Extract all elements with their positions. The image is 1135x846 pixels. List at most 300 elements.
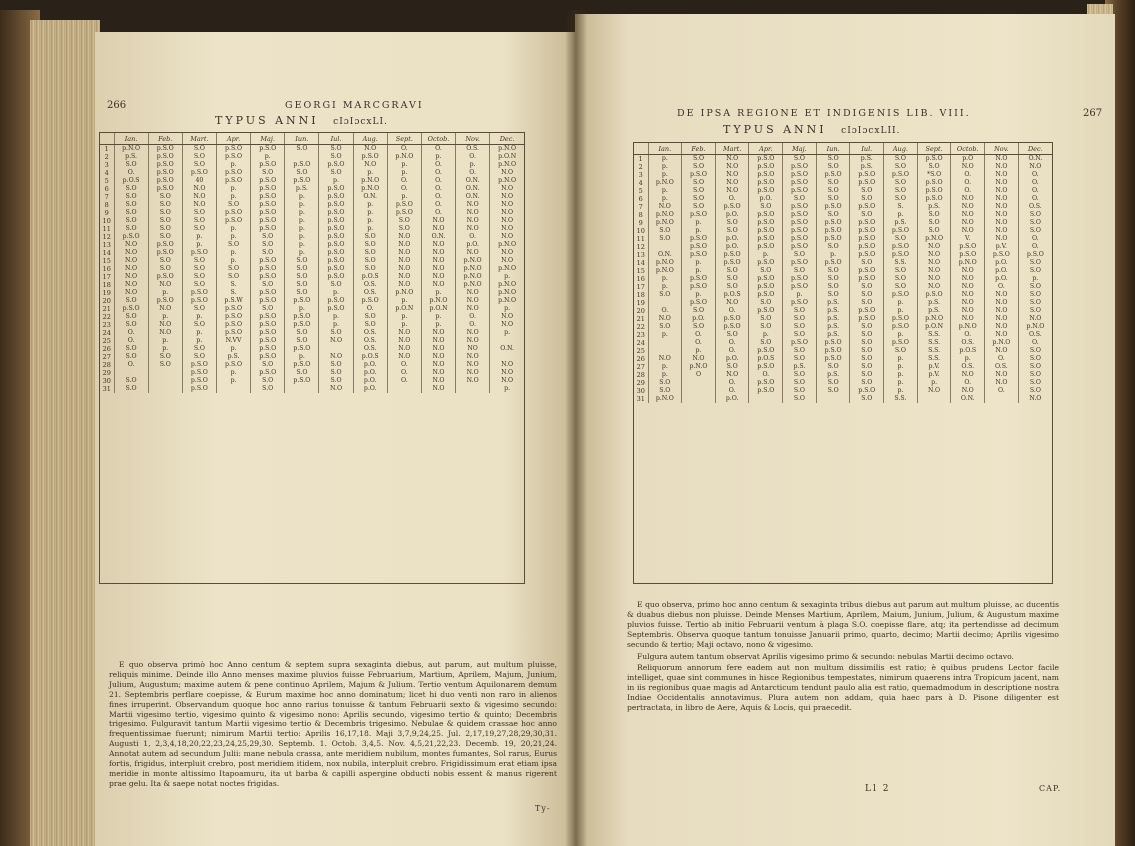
left-wind-cell: N.O xyxy=(353,161,387,169)
left-wind-cell: S.O xyxy=(148,201,182,209)
right-day-number: 8 xyxy=(638,211,643,219)
left-wind-cell: p.S.O xyxy=(285,161,319,169)
right-day-number: 19 xyxy=(636,299,645,307)
right-catchword: CAP. xyxy=(1039,784,1062,793)
right-wind-cell: S.O xyxy=(816,179,850,187)
right-wind-cell: S.O xyxy=(850,347,884,355)
left-wind-cell: S.O xyxy=(285,145,319,154)
right-wind-cell: p.S.O xyxy=(884,227,918,235)
left-wind-cell: N.O xyxy=(387,345,421,353)
right-wind-cell: O. xyxy=(715,195,749,203)
left-wind-cell: p. xyxy=(387,193,421,201)
left-wind-cell: p.S.O xyxy=(216,209,250,217)
left-day-row xyxy=(100,329,524,337)
right-wind-cell: p.S.O xyxy=(816,171,850,179)
left-wind-cell: S.O xyxy=(387,217,421,225)
right-wind-cell: S.O xyxy=(917,219,951,227)
right-day-number: 1 xyxy=(638,155,643,163)
right-wind-cell: S.O xyxy=(1018,259,1052,267)
right-wind-cell: S.O xyxy=(715,275,749,283)
left-wind-cell: N.O xyxy=(148,281,182,289)
left-wind-cell: p.S.O xyxy=(216,153,250,161)
left-wind-cell: S.O xyxy=(182,209,216,217)
right-wind-cell: p.N.O xyxy=(682,363,716,371)
right-wind-cell: S.O xyxy=(682,307,716,315)
right-wind-cell: S.O xyxy=(1018,267,1052,275)
left-wind-cell: p. xyxy=(353,217,387,225)
right-wind-cell: p.N.O xyxy=(648,219,682,227)
right-day-row xyxy=(634,355,1052,363)
right-day-number: 6 xyxy=(638,195,643,203)
left-wind-cell: p.S. xyxy=(285,185,319,193)
right-wind-cell: p. xyxy=(884,355,918,363)
right-wind-cell: N.O xyxy=(985,291,1019,299)
right-wind-cell: S.O xyxy=(850,283,884,291)
left-wind-cell: O. xyxy=(387,369,421,377)
left-day-number: 28 xyxy=(102,361,111,369)
left-wind-cell: p.O.N xyxy=(421,305,455,313)
left-wind-cell: N.O xyxy=(182,185,216,193)
left-wind-cell: p.S.O xyxy=(182,249,216,257)
right-wind-cell: N.O xyxy=(951,315,985,323)
left-wind-cell: O.S. xyxy=(353,345,387,353)
left-wind-cell: p.S.O xyxy=(148,169,182,177)
left-wind-cell: N.O xyxy=(182,201,216,209)
right-wind-cell: N.O xyxy=(985,315,1019,323)
left-wind-cell: S.O xyxy=(148,233,182,241)
right-wind-cell: N.O xyxy=(1018,315,1052,323)
right-month-header xyxy=(634,143,1052,155)
left-wind-cell: S.O xyxy=(114,353,148,361)
left-day-number: 12 xyxy=(102,233,111,241)
left-wind-cell: S.O xyxy=(353,249,387,257)
right-wind-cell: p.S.O xyxy=(985,251,1019,259)
left-wind-cell: p.S.O xyxy=(319,185,353,193)
left-month-header-cell: Mart. xyxy=(182,133,216,145)
left-wind-cell: S.O xyxy=(114,313,148,321)
left-day-row xyxy=(100,145,524,154)
right-wind-cell: N.O xyxy=(985,379,1019,387)
right-wind-cell: p.S.O xyxy=(749,227,783,235)
right-wind-cell: S.O xyxy=(783,195,817,203)
right-wind-cell: N.O xyxy=(951,283,985,291)
left-day-row xyxy=(100,153,524,161)
left-day-row xyxy=(100,257,524,265)
left-wind-cell: N.O xyxy=(456,249,490,257)
left-wind-cell: N.O xyxy=(456,361,490,369)
left-wind-cell: N.O xyxy=(490,193,524,201)
left-wind-cell xyxy=(148,369,182,377)
right-wind-cell: p.S.O xyxy=(850,251,884,259)
right-wind-cell: N.O xyxy=(917,259,951,267)
left-wind-cell: O. xyxy=(353,305,387,313)
right-wind-cell: p.S.O xyxy=(682,275,716,283)
right-wind-cell: p.S.O xyxy=(715,251,749,259)
left-wind-cell: N.O xyxy=(490,369,524,377)
left-day-number: 7 xyxy=(104,193,109,201)
right-wind-cell: S.O xyxy=(850,259,884,267)
right-wind-cell: N.O xyxy=(985,299,1019,307)
right-wind-cell: p.O.N xyxy=(917,323,951,331)
right-month-header-cell: Octob. xyxy=(951,143,985,155)
left-wind-cell: N.O xyxy=(421,377,455,385)
right-wind-cell: S.O xyxy=(1018,219,1052,227)
left-wind-cell: p.S.O xyxy=(251,289,285,297)
left-wind-cell: p.S.O xyxy=(251,185,285,193)
right-day-row xyxy=(634,155,1052,164)
right-wind-cell: p.S.O xyxy=(850,315,884,323)
right-wind-cell: S.O xyxy=(850,363,884,371)
right-wind-cell: p.N.O xyxy=(648,211,682,219)
right-wind-cell: S.O xyxy=(682,163,716,171)
left-wind-cell: N.O xyxy=(490,217,524,225)
left-wind-cell: S.O xyxy=(353,257,387,265)
left-wind-cell: p.S.O xyxy=(148,185,182,193)
right-wind-cell: O. xyxy=(682,339,716,347)
left-day-row xyxy=(100,217,524,225)
left-day-number: 17 xyxy=(102,273,111,281)
right-wind-cell: p.S.O xyxy=(850,243,884,251)
left-wind-cell: p.S.O xyxy=(182,361,216,369)
left-wind-cell: p.S.O xyxy=(216,177,250,185)
right-wind-cell: p. xyxy=(648,371,682,379)
right-wind-cell: S.O xyxy=(783,395,817,403)
right-day-row xyxy=(634,267,1052,275)
left-wind-cell: p.S.O xyxy=(319,225,353,233)
right-wind-cell: p.S.O xyxy=(749,291,783,299)
left-wind-cell: p.O. xyxy=(353,361,387,369)
left-wind-cell: N.O xyxy=(148,305,182,313)
left-wind-cell: S.O xyxy=(114,385,148,393)
right-wind-cell: p.S.O xyxy=(715,315,749,323)
left-wind-cell: p. xyxy=(319,289,353,297)
left-wind-cell: S.O xyxy=(251,281,285,289)
right-wind-cell: N.O xyxy=(715,371,749,379)
right-wind-cell: S.O xyxy=(715,283,749,291)
left-wind-cell: p.S.O xyxy=(285,297,319,305)
left-wind-cell: N.O xyxy=(387,273,421,281)
right-day-number: 17 xyxy=(636,283,645,291)
right-wind-cell: S.O xyxy=(783,387,817,395)
right-month-header-cell: Ian. xyxy=(648,143,682,155)
right-wind-cell: O. xyxy=(749,371,783,379)
left-day-number: 1 xyxy=(104,145,109,153)
left-wind-cell: O. xyxy=(456,233,490,241)
right-wind-cell: S.O xyxy=(783,355,817,363)
right-wind-cell: N.O xyxy=(917,243,951,251)
right-day-number: 13 xyxy=(636,251,645,259)
right-wind-cell: p.S. xyxy=(917,299,951,307)
left-day-number: 11 xyxy=(102,225,111,233)
right-wind-cell: p.S.O xyxy=(749,347,783,355)
right-wind-cell: S.O xyxy=(884,235,918,243)
left-wind-cell: p.S.O xyxy=(251,369,285,377)
right-wind-cell: O.S. xyxy=(1018,203,1052,211)
right-wind-cell: p.S.O xyxy=(951,243,985,251)
right-wind-cell: N.O xyxy=(715,179,749,187)
left-wind-cell: S.O xyxy=(285,337,319,345)
left-wind-cell: p. xyxy=(319,313,353,321)
left-wind-cell: N.O xyxy=(456,369,490,377)
left-wind-cell: S.O xyxy=(148,217,182,225)
left-wind-cell: S.O xyxy=(182,225,216,233)
left-wind-cell: S.O xyxy=(285,369,319,377)
right-paragraph-3: Reliquorum annorum fere eadem aut non multum dissimilis est ratio; è quibus prudens Lector facile intelliget, quae sint communes in hisce Regionibus tempestates, nimirum quaerens intra Tropicum jacent, nam in iis regionibus quae magis ad Antarcticum tendunt paulo alia est ratio, quemadmodum in descriptione nostra Indiae Occidentalis annotavimus. Plura autem non addam, quia haec pars à D. Pisone diligenter est pertractata, in libro de Aere, Aquis & Locis, qui praecedit. xyxy=(627,663,1059,713)
right-wind-cell: p.N.O xyxy=(648,267,682,275)
left-wind-cell: O. xyxy=(421,209,455,217)
left-wind-cell: p.N.O xyxy=(353,177,387,185)
right-wind-cell: S.O xyxy=(1018,211,1052,219)
left-wind-cell: S.O xyxy=(182,305,216,313)
left-wind-cell: p.S.O xyxy=(251,297,285,305)
right-wind-cell: p.S.O xyxy=(783,179,817,187)
right-wind-cell: S.O xyxy=(884,155,918,164)
left-wind-cell: p.S.O xyxy=(319,297,353,305)
left-wind-cell: p.O.N xyxy=(490,153,524,161)
right-wind-cell: p.S.O xyxy=(816,227,850,235)
right-wind-cell: S.S. xyxy=(917,339,951,347)
right-wind-cell: S.O xyxy=(648,387,682,395)
right-wind-cell: S.S. xyxy=(917,331,951,339)
left-day-row xyxy=(100,313,524,321)
right-day-number: 10 xyxy=(636,227,645,235)
right-wind-cell: p.S. xyxy=(816,371,850,379)
right-wind-cell: p.S.O xyxy=(682,235,716,243)
right-wind-cell: O. xyxy=(1018,339,1052,347)
right-day-number: 18 xyxy=(636,291,645,299)
right-wind-cell: p.O. xyxy=(715,243,749,251)
left-day-row xyxy=(100,369,524,377)
left-wind-cell: p.S.O xyxy=(216,305,250,313)
left-wind-cell: p. xyxy=(251,153,285,161)
left-wind-cell: p. xyxy=(216,225,250,233)
right-wind-cell: p. xyxy=(648,155,682,164)
right-wind-cell: S.O xyxy=(1018,227,1052,235)
left-wind-cell: O.S. xyxy=(353,329,387,337)
left-wind-cell: p. xyxy=(387,297,421,305)
right-wind-cell: S.O xyxy=(884,163,918,171)
left-wind-cell: p.S.O xyxy=(148,153,182,161)
right-wind-cell: O.S. xyxy=(951,363,985,371)
right-day-number: 3 xyxy=(638,171,643,179)
right-wind-cell: S.O xyxy=(682,195,716,203)
right-wind-cell: N.O xyxy=(917,387,951,395)
right-wind-cell: N.O xyxy=(951,203,985,211)
left-day-row xyxy=(100,225,524,233)
right-wind-cell: S.O xyxy=(1018,347,1052,355)
left-wind-cell: S.O xyxy=(319,369,353,377)
left-wind-cell: p. xyxy=(319,321,353,329)
right-wind-cell: S.O xyxy=(850,355,884,363)
right-wind-cell: p.S.O xyxy=(682,243,716,251)
left-wind-cell: p.S.O xyxy=(319,241,353,249)
right-wind-cell: p.S.O xyxy=(850,275,884,283)
left-wind-cell: p.N.O xyxy=(456,265,490,273)
left-wind-cell: p.S.O xyxy=(285,361,319,369)
left-wind-cell: S.O xyxy=(182,321,216,329)
left-folio: 266 xyxy=(107,100,127,111)
right-day-number: 9 xyxy=(638,219,643,227)
left-wind-cell: S.O xyxy=(319,169,353,177)
right-wind-cell: p.N.O xyxy=(951,323,985,331)
left-wind-cell: N.O xyxy=(456,209,490,217)
left-wind-cell: N.O xyxy=(421,353,455,361)
right-day-row xyxy=(634,203,1052,211)
right-wind-cell: N.O xyxy=(648,355,682,363)
right-corner-cell xyxy=(634,143,648,155)
right-wind-cell: O. xyxy=(951,187,985,195)
right-wind-cell: p.S.O xyxy=(917,291,951,299)
left-wind-cell: O. xyxy=(387,185,421,193)
left-day-number: 13 xyxy=(102,241,111,249)
right-wind-cell xyxy=(648,339,682,347)
left-wind-cell: S.O xyxy=(182,353,216,361)
right-day-row xyxy=(634,219,1052,227)
left-wind-cell: p.S.O xyxy=(251,345,285,353)
left-catchword: Ty- xyxy=(535,804,551,813)
left-wind-cell: p.S.O xyxy=(182,297,216,305)
right-wind-cell: p. xyxy=(783,291,817,299)
left-wind-cell: S.O xyxy=(353,313,387,321)
right-wind-cell xyxy=(985,395,1019,403)
right-wind-cell: S.O xyxy=(648,227,682,235)
left-day-row xyxy=(100,361,524,369)
left-wind-cell: S.O xyxy=(114,193,148,201)
left-wind-cell: N.O xyxy=(114,257,148,265)
left-wind-cell: S.O xyxy=(182,153,216,161)
right-day-row xyxy=(634,315,1052,323)
right-wind-cell: p. xyxy=(648,283,682,291)
left-paragraph-1: E quo observa primò hoc Anno centum & septem supra sexaginta diebus, aut parum, aut multum pluisse, reliquis minime. Deinde illo Anno menses maxime pluvios fuisse Februarium, Martium, Aprilem, Majum, Junium, Julium, Augustum; maxime autem & pene continuo Aprilem, Majum & Julium. Tertio ventum Aquilonarem demum 21. Septembris perflare coepisse, & Eurum maxime hoc anno dominatum; licet hi duo venti non raro in alienos fines irruperint. Observandum quoque hoc anno rarius tonuisse & tantum Februarii sexto & vigesimo secundo: Martii vigesimo tertio, vigesimo quinto & vigesimo nono: Aprilis secundo, vigesimo tertio & quinto; Decembris trigesimo. Fulguravit tantum Martii vigesimo tertio & Decembris trigesimo. Nebulae & quidem crassae hoc anno frequentissimae fuerunt; nimirum Martii tertio: Aprilis 16,17,18. Maji 3,7,9,24,25. Jul. 2,17,19,27,28,29,30,31. Augusti 1, 2,3,4,18,20,22,23,24,25,29,30. Septemb. 1. Octob. 3,4,5. Nov. 4,5,21,22,23. Decemb. 19, 20,21,24. Annotat autem ad secundum Julii: mane nebula crassa, ante meridiem nubilum, montes fumantes, Sol rarus, Eurus fortis, frigidus, interpluit crebro, post meridiem itidem, nox nubila, interpluit crebro. Frigidissimum erat etiam ipsa meridie in monte altissimo Itapoamuru, ita ut barba & capilli aspergine obducti nobis essent & manus rigerent prae gelu. Ita & saepe notat noctes frigidas. xyxy=(109,660,557,788)
left-day-row xyxy=(100,273,524,281)
left-wind-cell: p.N.O xyxy=(456,273,490,281)
right-wind-cell: S.O xyxy=(816,243,850,251)
left-wind-cell: N.O xyxy=(421,273,455,281)
right-wind-cell: p.S.O xyxy=(1018,251,1052,259)
left-wind-cell: S.O xyxy=(251,305,285,313)
left-wind-cell: O.N. xyxy=(490,345,524,353)
right-wind-cell: S.O xyxy=(850,371,884,379)
left-wind-cell: p.S.O xyxy=(216,329,250,337)
right-day-row xyxy=(634,163,1052,171)
left-wind-cell: S.O xyxy=(251,377,285,385)
right-wind-cell: S.O xyxy=(715,219,749,227)
right-wind-cell: p.S.O xyxy=(749,163,783,171)
left-wind-cell: O. xyxy=(456,169,490,177)
right-wind-cell: N.O xyxy=(1018,163,1052,171)
right-wind-cell: p.S.O xyxy=(783,235,817,243)
left-wind-cell: p.S.O xyxy=(319,161,353,169)
right-wind-cell: S.O xyxy=(682,187,716,195)
right-wind-cell: p.S.O xyxy=(917,187,951,195)
right-wind-cell: p. xyxy=(682,291,716,299)
right-wind-cell: p.S.O xyxy=(749,283,783,291)
right-day-row xyxy=(634,395,1052,403)
right-wind-cell: p.S.O xyxy=(917,179,951,187)
left-wind-cell: p.S.O xyxy=(251,193,285,201)
right-wind-cell: S.O xyxy=(816,211,850,219)
right-wind-cell: p. xyxy=(749,251,783,259)
left-wind-cell: N.O xyxy=(456,353,490,361)
right-day-number: 26 xyxy=(636,355,645,363)
right-wind-cell: S.O xyxy=(816,195,850,203)
right-wind-cell: S.O xyxy=(884,187,918,195)
left-wind-cell: p. xyxy=(182,313,216,321)
right-wind-cell: p.O. xyxy=(749,195,783,203)
right-wind-cell: S.O xyxy=(884,275,918,283)
right-wind-cell: S.O xyxy=(715,363,749,371)
left-wind-cell: S.O xyxy=(114,217,148,225)
left-wind-cell: p.S.O xyxy=(114,233,148,241)
right-wind-cell: O. xyxy=(682,331,716,339)
left-wind-cell: p. xyxy=(285,241,319,249)
right-wind-cell: p.O xyxy=(951,155,985,164)
right-wind-cell: N.O xyxy=(917,283,951,291)
left-wind-cell: O. xyxy=(421,201,455,209)
right-wind-cell: S.S. xyxy=(884,259,918,267)
left-day-number: 6 xyxy=(104,185,109,193)
left-wind-cell: S.O xyxy=(148,361,182,369)
right-wind-cell: N.O xyxy=(951,211,985,219)
left-wind-cell: p.S.O xyxy=(251,161,285,169)
left-wind-cell: p.O. xyxy=(456,241,490,249)
left-wind-cell: p.S.O xyxy=(251,321,285,329)
right-day-row xyxy=(634,291,1052,299)
left-wind-cell: O. xyxy=(456,321,490,329)
left-wind-cell: S.O xyxy=(319,281,353,289)
left-day-row xyxy=(100,241,524,249)
right-wind-cell: N.O xyxy=(985,323,1019,331)
right-wind-cell: p.S.O xyxy=(850,307,884,315)
right-wind-cell: O. xyxy=(715,387,749,395)
left-wind-cell: p. xyxy=(182,337,216,345)
left-wind-cell: S.O xyxy=(148,257,182,265)
left-wind-cell: p. xyxy=(490,305,524,313)
right-wind-cell: S.O xyxy=(816,387,850,395)
left-wind-cell: S.O xyxy=(251,241,285,249)
left-day-row xyxy=(100,193,524,201)
left-wind-cell: p.S.O xyxy=(319,209,353,217)
left-wind-cell: S.O xyxy=(148,225,182,233)
left-wind-cell: N.O xyxy=(490,313,524,321)
left-wind-cell: O. xyxy=(421,145,455,154)
left-wind-cell: S.O xyxy=(216,241,250,249)
left-wind-cell: p. xyxy=(490,385,524,393)
right-wind-cell: p.O. xyxy=(682,315,716,323)
left-wind-cell: S.O xyxy=(182,265,216,273)
right-wind-cell: S.O xyxy=(850,379,884,387)
left-wind-cell: N.O xyxy=(387,265,421,273)
right-wind-cell: O.N. xyxy=(1018,155,1052,164)
right-month-header-cell: Aug. xyxy=(884,143,918,155)
right-wind-cell: S.O xyxy=(816,155,850,164)
left-day-number: 18 xyxy=(102,281,111,289)
left-month-header-cell: Aug. xyxy=(353,133,387,145)
left-wind-cell: O.N. xyxy=(456,185,490,193)
right-wind-cell: S.O xyxy=(648,379,682,387)
right-wind-cell: S.O xyxy=(884,347,918,355)
right-wind-cell: p.N.O xyxy=(917,315,951,323)
right-wind-cell: p.S.O xyxy=(884,339,918,347)
right-wind-cell: S.O xyxy=(816,363,850,371)
left-wind-cell: p. xyxy=(216,377,250,385)
right-month-header-cell: Feb. xyxy=(682,143,716,155)
left-wind-cell: N.VV xyxy=(216,337,250,345)
left-wind-cell: p.O. xyxy=(353,385,387,393)
right-signature-mark: Ll 2 xyxy=(865,784,891,794)
right-wind-cell: N.O xyxy=(985,219,1019,227)
left-wind-cell: p. xyxy=(353,225,387,233)
